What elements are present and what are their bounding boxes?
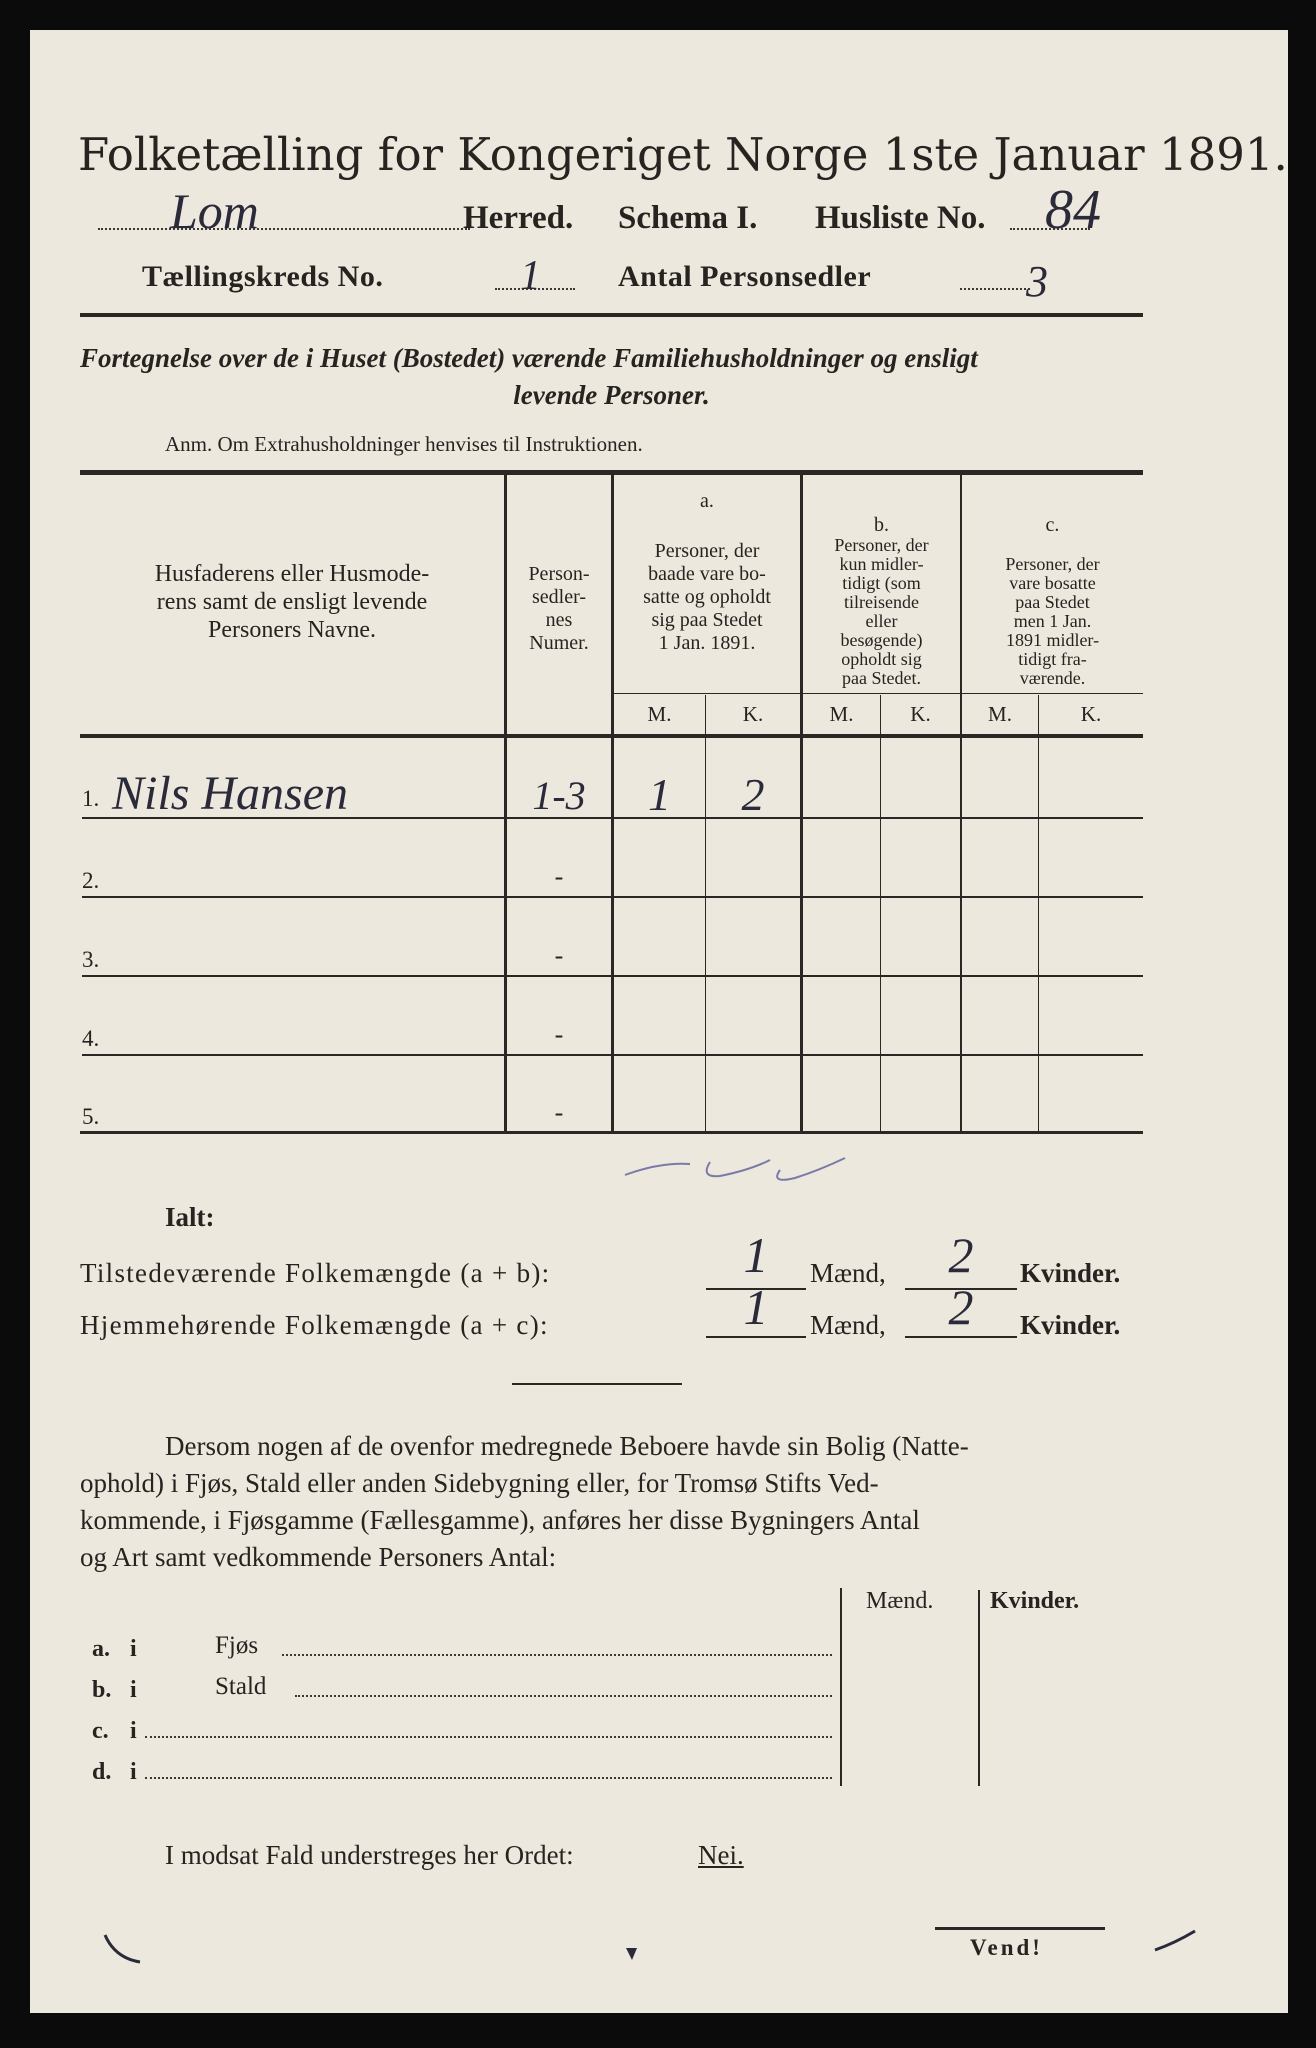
hjemme-kvinder-label: Kvinder. — [1020, 1310, 1121, 1340]
personsedler-dotted-line — [960, 288, 1030, 290]
b-k-label: K. — [910, 702, 931, 726]
building-d-prefix: i — [130, 1759, 137, 1785]
section-divider — [512, 1383, 682, 1385]
col-name-header: Husfaderens eller Husmode- rens samt de ensligt levende Personers Navne. — [154, 561, 430, 643]
herred-label: Herred. — [463, 200, 574, 236]
husliste-value: 84 — [1045, 179, 1101, 241]
row-4-number: 4. — [82, 1026, 100, 1051]
mk-divider-c — [1038, 695, 1039, 1131]
building-a-name: Fjøs — [215, 1632, 259, 1659]
modsat-text: I modsat Fald understreges her Ordet: — [165, 1840, 574, 1870]
building-d-letter: d. — [92, 1759, 112, 1785]
ink-mark-center — [622, 1944, 642, 1964]
c-k-label: K. — [1080, 702, 1102, 726]
tilstede-label: Tilstedeværende Folkemængde (a + b): — [80, 1258, 551, 1288]
tilstede-kvinder-value: 2 — [948, 1227, 974, 1283]
buildings-maend-header: Mænd. — [866, 1588, 934, 1614]
col-b-header: Personer, der kun midler- tidigt (som tilreisende eller besøgende) opholdt sig paa Stedet. — [834, 535, 929, 688]
col-num-header: Person- sedler- nes Numer. — [528, 563, 590, 654]
building-c-letter: c. — [92, 1718, 109, 1744]
subheader-rule-c — [962, 693, 1143, 694]
row-1-a-k: 2 — [741, 769, 765, 820]
buildings-paragraph: Dersom nogen af de ovenfor medregnede Beboere havde sin Bolig (Natte- ophold) i Fjøs, Stald eller anden Sidebygning eller, for Tromsø Stifts Ved- kommende, i Fjøsgamme (Fællesgamme), anføres her disse Bygningers Antal og Art samt vedkommende Personers Antal: — [80, 1431, 969, 1572]
vend-label: Vend! — [970, 1935, 1043, 1960]
building-a-dots — [282, 1654, 832, 1656]
tilstede-kvinder-label: Kvinder. — [1020, 1258, 1121, 1288]
census-form-page — [30, 30, 1288, 2013]
row-1-name: Nils Hansen — [112, 767, 349, 820]
row-3-number: 3. — [82, 947, 100, 972]
building-a-prefix: i — [130, 1636, 137, 1662]
hjemme-maend-line — [706, 1336, 806, 1338]
building-b-prefix: i — [130, 1677, 137, 1703]
row-rule-2 — [82, 896, 1143, 898]
row-1-numer: 1-3 — [532, 773, 586, 818]
pencil-scribble-mark — [620, 1140, 860, 1190]
c-m-label: M. — [988, 702, 1012, 726]
ink-mark-left — [100, 1930, 160, 1970]
tilstede-maend-value: 1 — [743, 1227, 769, 1283]
building-b-letter: b. — [92, 1677, 112, 1703]
intro-line-1: Fortegnelse over de i Huset (Bostedet) værende Familiehusholdninger og ensligt — [80, 343, 978, 373]
intro-line-2: levende Personer. — [513, 380, 710, 410]
tilstede-maend-label: Mænd, — [810, 1258, 886, 1288]
ink-mark-right — [1150, 1925, 1200, 1965]
building-b-name: Stald — [215, 1673, 267, 1700]
buildings-col-divider-2 — [978, 1590, 980, 1786]
personsedler-value: 3 — [1026, 257, 1048, 306]
hjemme-label: Hjemmehørende Folkemængde (a + c): — [80, 1310, 549, 1340]
row-1-a-m: 1 — [648, 769, 671, 820]
vend-rule — [935, 1927, 1105, 1930]
building-d-dots — [145, 1777, 832, 1779]
a-m-label: M. — [647, 702, 672, 726]
buildings-col-divider-1 — [840, 1588, 842, 1786]
personsedler-label: Antal Personsedler — [618, 260, 872, 293]
col-a-letter: a. — [700, 490, 714, 512]
col-c-header: Personer, der vare bosatte paa Stedet men 1 Jan. 1891 midler- tidigt fra- værende. — [1005, 554, 1100, 688]
hjemme-kvinder-value: 2 — [948, 1279, 974, 1335]
col-b-letter: b. — [874, 514, 889, 536]
hjemme-maend-value: 1 — [743, 1279, 769, 1335]
taellingskreds-value: 1 — [520, 253, 541, 299]
mk-divider-b — [880, 695, 881, 1131]
building-a-letter: a. — [92, 1636, 110, 1662]
col-c-letter: c. — [1045, 514, 1060, 536]
ialt-label: Ialt: — [165, 1202, 215, 1232]
form-title: Folketælling for Kongeriget Norge 1ste Januar 1891. — [78, 128, 1288, 181]
subheader-rule-b — [803, 693, 960, 694]
header-divider — [80, 313, 1143, 317]
row-5-numer: - — [554, 1098, 564, 1127]
buildings-kvinder-header: Kvinder. — [990, 1588, 1080, 1614]
subheader-rule-a — [614, 693, 800, 694]
building-c-prefix: i — [130, 1718, 137, 1744]
anm-note: Anm. Om Extrahusholdninger henvises til Instruktionen. — [165, 432, 643, 456]
row-rule-4 — [82, 1054, 1143, 1056]
building-b-dots — [295, 1695, 832, 1697]
row-1-number: 1. — [82, 786, 100, 811]
row-4-numer: - — [554, 1020, 564, 1049]
row-2-numer: - — [554, 862, 564, 891]
modsat-word: Nei. — [698, 1840, 744, 1870]
row-rule-3 — [82, 975, 1143, 977]
hjemme-maend-label: Mænd, — [810, 1310, 886, 1340]
table-bottom-border — [80, 1131, 1143, 1134]
row-3-numer: - — [554, 941, 564, 970]
hjemme-kvinder-line — [905, 1336, 1017, 1338]
col-a-header: Personer, der baade vare bo- satte og opholdt sig paa Stedet 1 Jan. 1891. — [643, 540, 771, 654]
husliste-label: Husliste No. — [815, 200, 986, 236]
row-2-number: 2. — [82, 868, 100, 893]
herred-dotted-line — [98, 228, 470, 230]
row-5-number: 5. — [82, 1104, 100, 1129]
b-m-label: M. — [829, 702, 854, 726]
herred-value: Lom — [170, 183, 259, 239]
a-k-label: K. — [742, 702, 764, 726]
building-c-dots — [145, 1736, 832, 1738]
schema-label: Schema I. — [618, 200, 758, 236]
taellingskreds-label: Tællingskreds No. — [142, 260, 384, 293]
mk-divider-a — [705, 695, 706, 1131]
